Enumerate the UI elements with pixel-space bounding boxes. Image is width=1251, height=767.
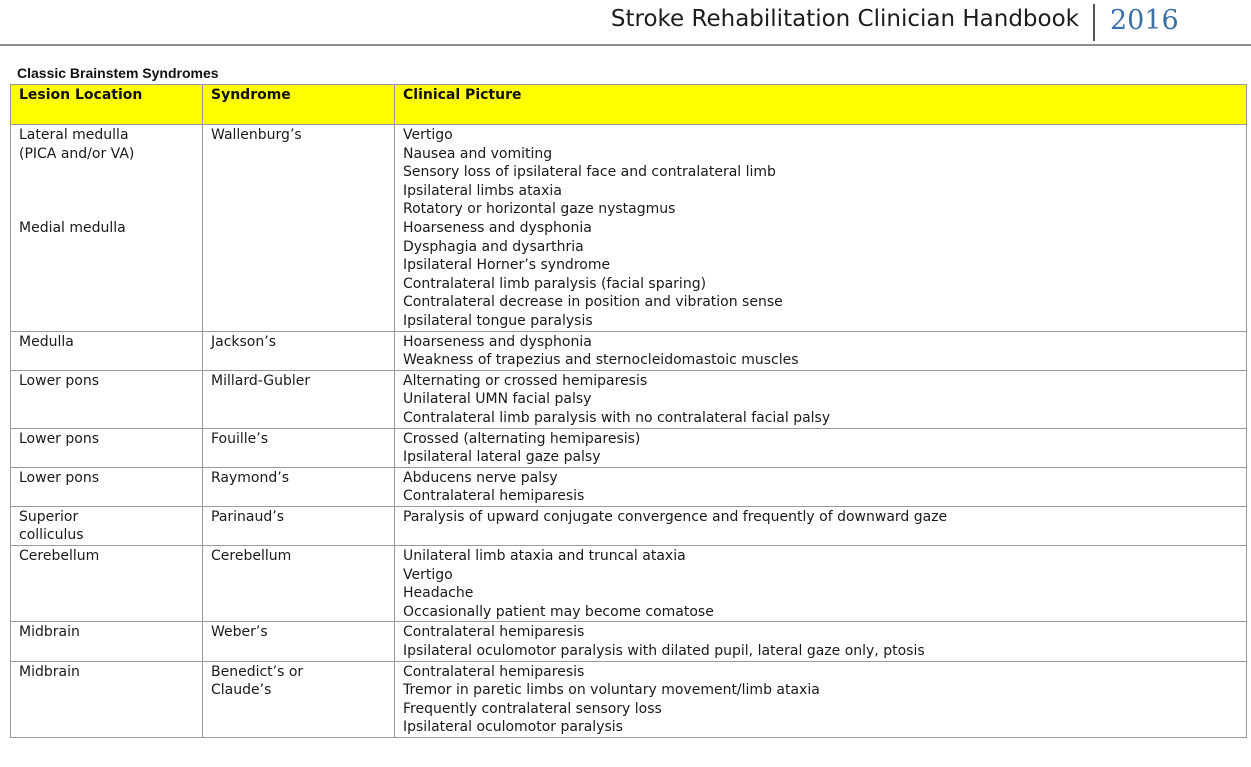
syndrome-cell: Wallenburg’s [203, 125, 395, 332]
header-divider [1093, 4, 1095, 41]
lesion-location-cell: Midbrain [11, 622, 203, 661]
clinical-picture-cell: Crossed (alternating hemiparesis) Ipsilateral lateral gaze palsy [395, 428, 1247, 467]
header-rule [0, 44, 1251, 46]
lesion-location-cell: Medulla [11, 331, 203, 370]
clinical-picture-cell: Contralateral hemiparesis Tremor in paretic limbs on voluntary movement/limb ataxia Frequently contralateral sensory loss Ipsilateral oculomotor paralysis [395, 661, 1247, 737]
syndrome-cell: Parinaud’s [203, 506, 395, 545]
clinical-picture-cell: Unilateral limb ataxia and truncal ataxia Vertigo Headache Occasionally patient may become comatose [395, 546, 1247, 622]
lesion-location-cell: Cerebellum [11, 546, 203, 622]
syndrome-cell: Jackson’s [203, 331, 395, 370]
table-row [11, 125, 1247, 332]
table-row [11, 370, 1247, 428]
brainstem-syndromes-table [10, 84, 1247, 738]
table-header-row [11, 85, 1247, 125]
table-row [11, 622, 1247, 661]
clinical-picture-cell: Abducens nerve palsy Contralateral hemiparesis [395, 467, 1247, 506]
lesion-location-cell: Lateral medulla (PICA and/or VA) Medial medulla [11, 125, 203, 332]
table-row [11, 331, 1247, 370]
lesion-location-cell: Superior colliculus [11, 506, 203, 545]
clinical-picture-cell: Alternating or crossed hemiparesis Unilateral UMN facial palsy Contralateral limb paralysis with no contralateral facial palsy [395, 370, 1247, 428]
table-row [11, 661, 1247, 737]
handbook-title: Stroke Rehabilitation Clinician Handbook [610, 6, 1079, 32]
lesion-location-cell: Lower pons [11, 467, 203, 506]
handbook-year: 2016 [1110, 5, 1179, 36]
column-header-syndrome: Syndrome [203, 85, 395, 125]
syndrome-cell: Raymond’s [203, 467, 395, 506]
column-header-clinical-picture: Clinical Picture [395, 85, 1247, 125]
lesion-location-cell: Lower pons [11, 428, 203, 467]
table-row [11, 546, 1247, 622]
table-row [11, 506, 1247, 545]
syndrome-cell: Cerebellum [203, 546, 395, 622]
syndrome-cell: Millard-Gubler [203, 370, 395, 428]
clinical-picture-cell: Hoarseness and dysphonia Weakness of trapezius and sternocleidomastoic muscles [395, 331, 1247, 370]
syndrome-cell: Weber’s [203, 622, 395, 661]
table-row [11, 428, 1247, 467]
syndrome-cell: Benedict’s or Claude’s [203, 661, 395, 737]
column-header-lesion-location: Lesion Location [11, 85, 203, 125]
table-row [11, 467, 1247, 506]
table-title: Classic Brainstem Syndromes [17, 65, 219, 81]
lesion-location-cell: Lower pons [11, 370, 203, 428]
lesion-location-cell: Midbrain [11, 661, 203, 737]
clinical-picture-cell: Paralysis of upward conjugate convergence and frequently of downward gaze [395, 506, 1247, 545]
clinical-picture-cell: Contralateral hemiparesis Ipsilateral oculomotor paralysis with dilated pupil, lateral gaze only, ptosis [395, 622, 1247, 661]
clinical-picture-cell: Vertigo Nausea and vomiting Sensory loss of ipsilateral face and contralateral limb Ipsilateral limbs ataxia Rotatory or horizontal gaze nystagmus Hoarseness and dysphonia Dysphagia and dysarthria Ipsilateral Horner’s syndrome Contralateral limb paralysis (facial sparing) Contralateral decrease in position and vibration sense Ipsilateral tongue paralysis [395, 125, 1247, 332]
page-header [0, 0, 1251, 46]
syndrome-cell: Fouille’s [203, 428, 395, 467]
